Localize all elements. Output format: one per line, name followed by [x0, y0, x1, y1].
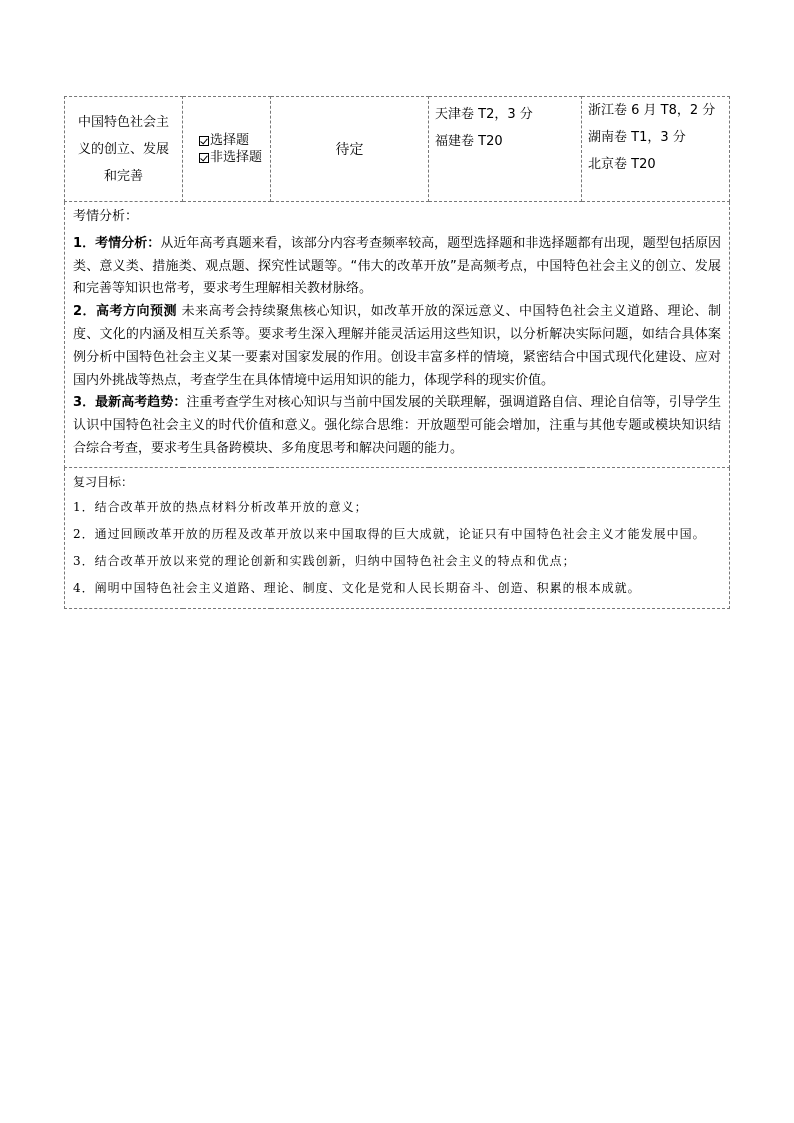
question-types-cell: [183, 97, 271, 202]
exam-entry: 福建卷 T20: [435, 134, 503, 149]
analysis-item-text: 未来高考会持续聚焦核心知识，如改革开放的深远意义、中国特色社会主义道路、理论、制度、文化的内涵及相互关系等。要求考生深入理解并能灵活运用这些知识，以分析解决实际问题，如结合具体案例分析中国特色社会主义某一要素对国家发展的作用。创设丰富多样的情境，紧密结合中国式现代化建设、应对国内外挑战等热点，考查学生在具体情境中运用知识的能力，体现学科的现实价值。: [73, 304, 721, 388]
goal-item: 1．结合改革开放的热点材料分析改革开放的意义；: [73, 499, 368, 514]
analysis-item: [73, 392, 721, 460]
topic-line: 义的创立、发展: [77, 141, 169, 157]
topic-line: 和完善: [103, 168, 143, 184]
question-type-non-choice: [199, 149, 270, 166]
topic-line: 中国特色社会主: [77, 114, 169, 130]
exam-analysis-table: [64, 96, 730, 609]
analysis-item-label: 1．考情分析：: [73, 235, 161, 251]
goals-cell: [65, 467, 730, 608]
checked-box-icon: [199, 136, 209, 146]
analysis-item-label: 3．最新高考趋势：: [73, 395, 187, 411]
question-type-label: 非选择题: [210, 150, 263, 165]
analysis-item-label: 2．高考方向预测: [73, 304, 178, 320]
analysis-item: [73, 301, 721, 392]
analysis-title: 考情分析：: [73, 209, 139, 224]
topic-row: [65, 97, 730, 202]
exam-entry: 浙江卷 6 月 T8，2 分: [588, 103, 716, 118]
analysis-item-text: 从近年高考真题来看，该部分内容考查频率较高，题型选择题和非选择题都有出现，题型包括原因类、意义类、措施类、观点题、探究性试题等。“伟大的改革开放”是高频考点，中国特色社会主义的创立、发展和完善等知识也常考，要求考生理解相关教材脉络。: [73, 235, 721, 297]
goal-item: 3．结合改革开放以来党的理论创新和实践创新，归纳中国特色社会主义的特点和优点；: [73, 553, 576, 568]
exam-list-cell-1: [429, 97, 582, 202]
analysis-cell: [65, 202, 730, 468]
analysis-row: [65, 202, 730, 468]
question-type-label: 选择题: [210, 133, 250, 148]
checked-box-icon: [199, 153, 209, 163]
topic-cell: [65, 97, 183, 202]
difficulty-cell: 待定: [271, 97, 429, 202]
exam-list-cell-2: [582, 97, 730, 202]
goals-row: [65, 467, 730, 608]
analysis-item: [73, 233, 721, 301]
goal-item: 2．通过回顾改革开放的历程及改革开放以来中国取得的巨大成就，论证只有中国特色社会主义才能发展中国。: [73, 526, 706, 541]
goals-title: 复习目标：: [73, 474, 134, 489]
exam-entry: 天津卷 T2，3 分: [435, 107, 533, 122]
analysis-item-text: 注重考查学生对核心知识与当前中国发展的关联理解，强调道路自信、理论自信等，引导学生认识中国特色社会主义的时代价值和意义。强化综合思维：开放题型可能会增加，注重与其他专题或模块知识结合综合考查，要求考生具备跨模块、多角度思考和解决问题的能力。: [73, 395, 721, 456]
question-type-choice: [199, 132, 270, 149]
exam-entry: 北京卷 T20: [588, 157, 656, 172]
goal-item: 4．阐明中国特色社会主义道路、理论、制度、文化是党和人民长期奋斗、创造、积累的根本成就。: [73, 580, 641, 595]
exam-entry: 湖南卷 T1，3 分: [588, 130, 686, 145]
